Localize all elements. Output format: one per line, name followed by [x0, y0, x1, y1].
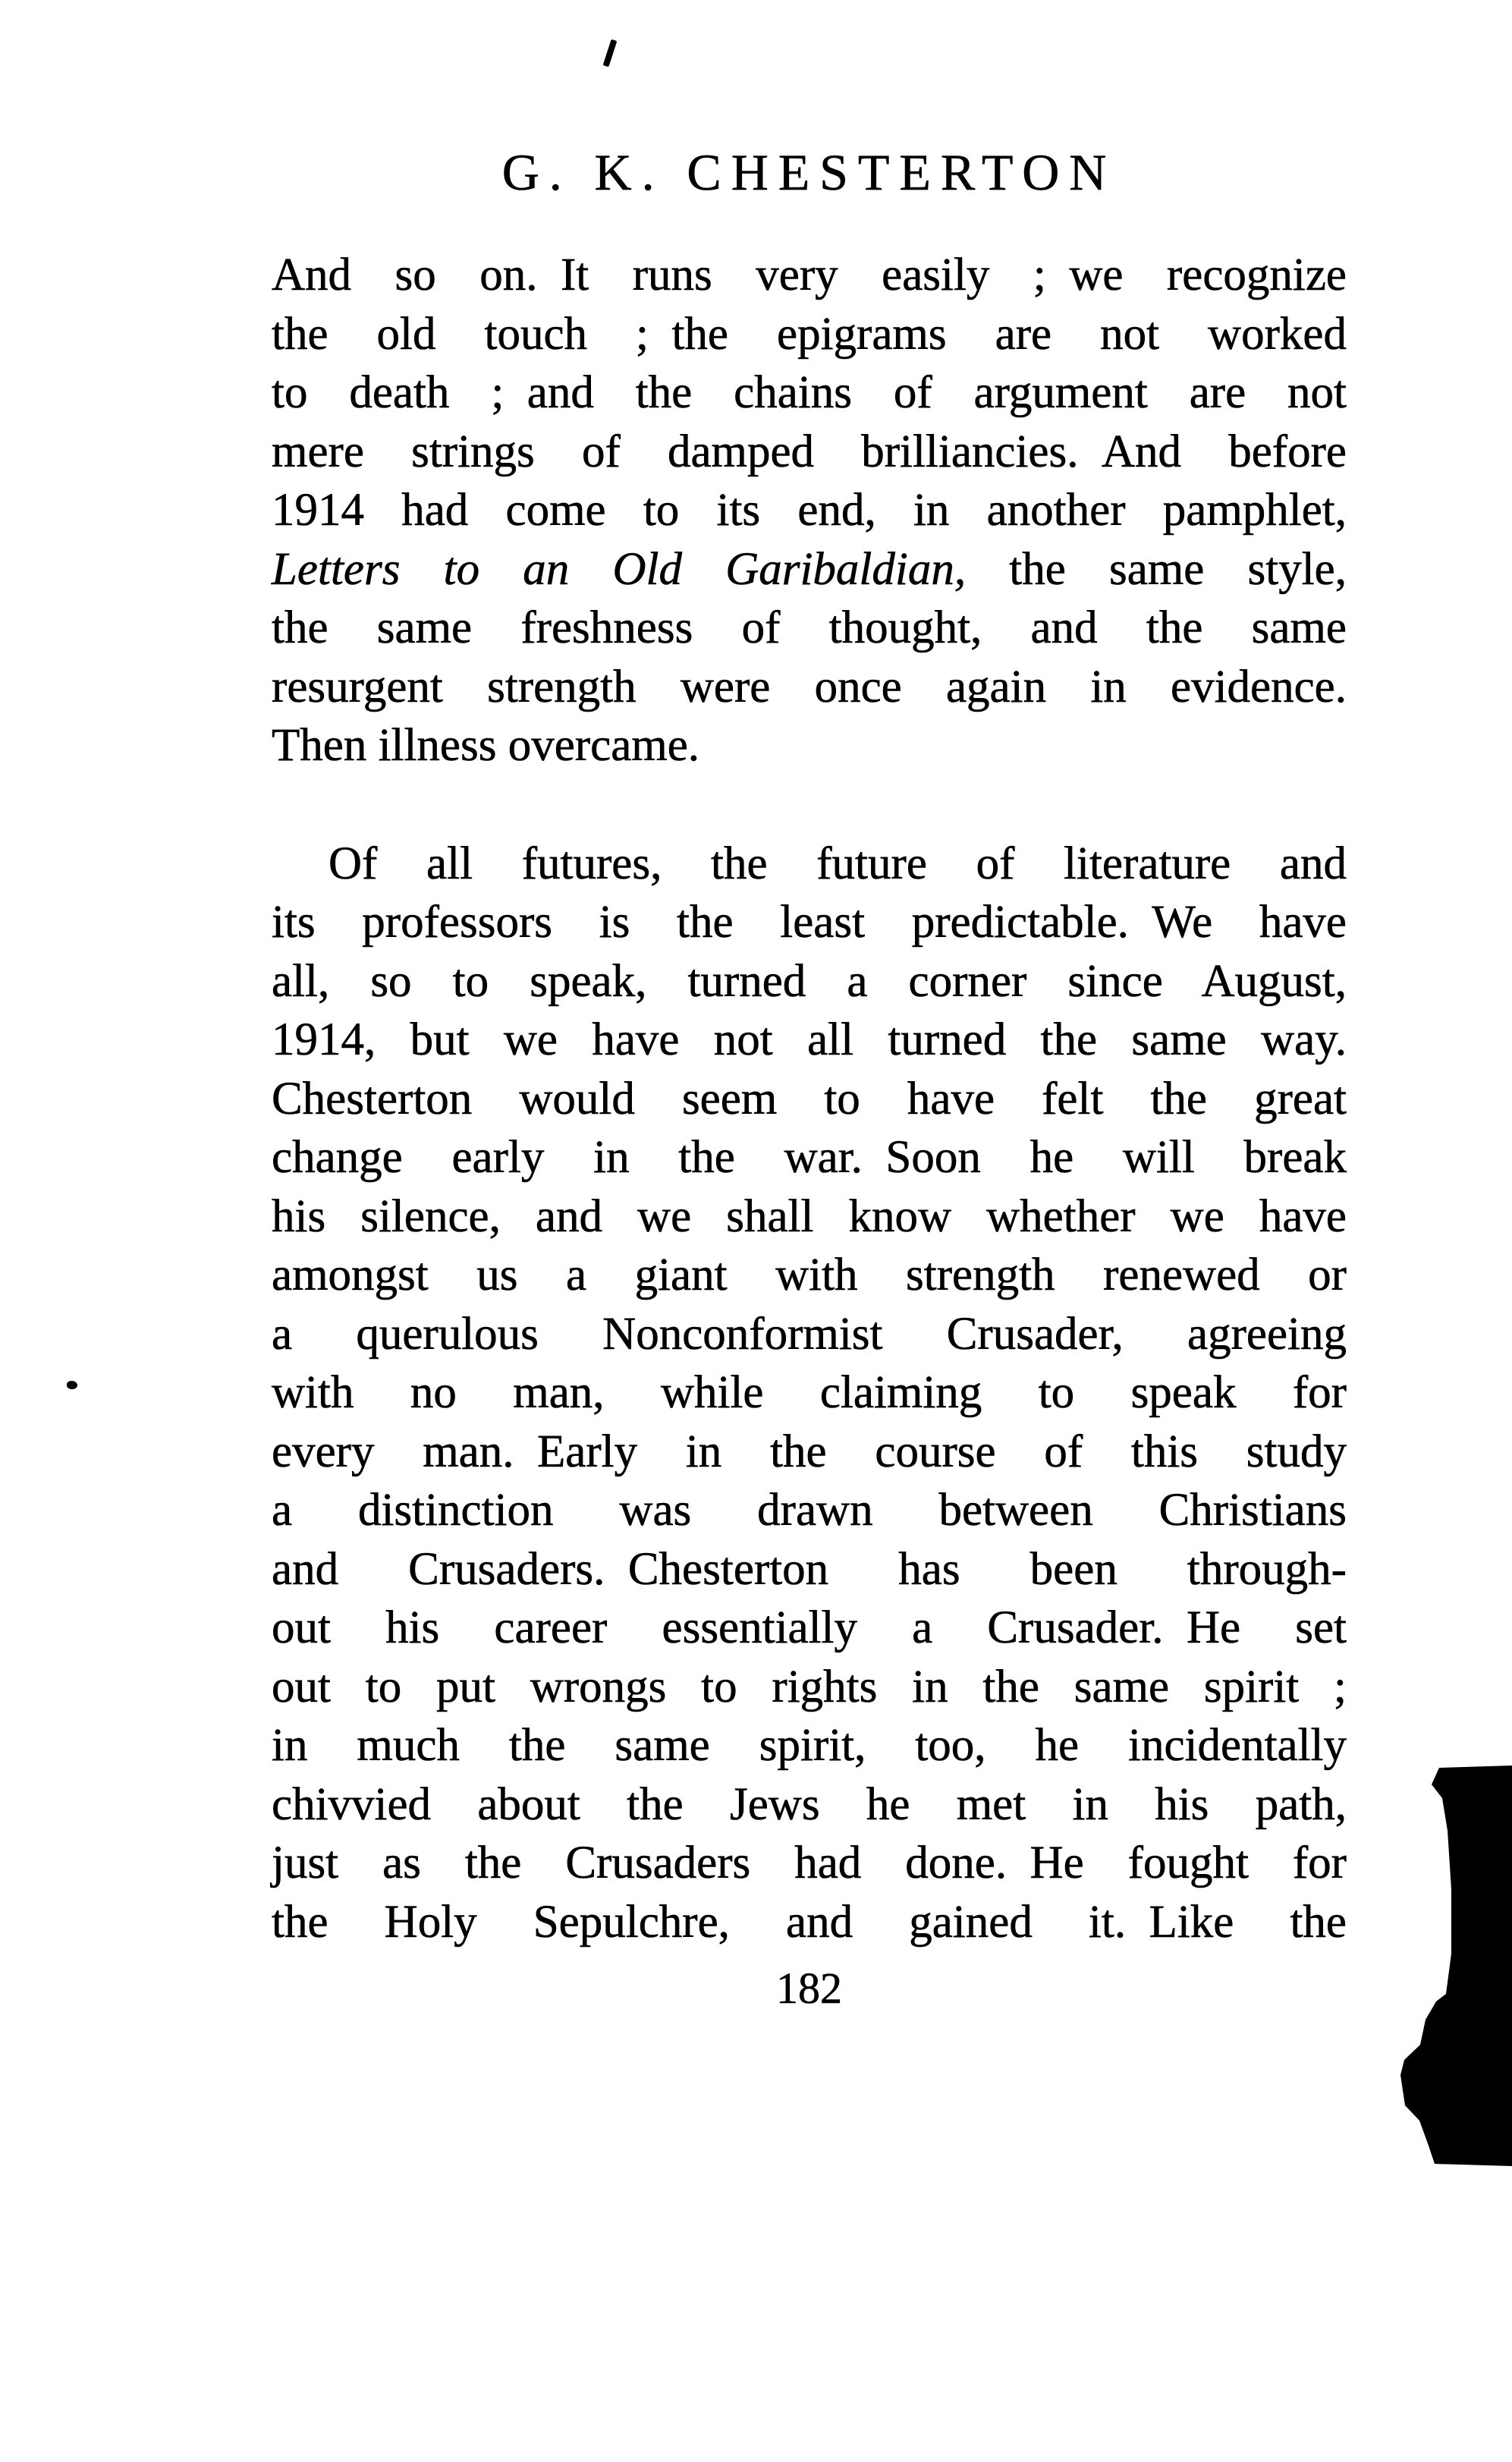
text-segment: his silence, and we shall know whether we have: [272, 1190, 1347, 1242]
text-segment: mere strings of damped brilliancies. And before: [272, 426, 1347, 477]
text-line: [272, 952, 1347, 1011]
paragraph: [272, 246, 1347, 775]
text-line: [272, 1658, 1347, 1717]
text-line: [272, 1187, 1347, 1247]
text-line: [272, 1540, 1347, 1599]
text-line: [272, 1775, 1347, 1835]
text-line: [272, 1128, 1347, 1187]
text-segment: every man. Early in the course of this study: [272, 1426, 1347, 1477]
text-segment: resurgent strength were once again in evidence.: [272, 661, 1347, 712]
text-segment: 1914, but we have not all turned the same way.: [272, 1014, 1347, 1065]
text-line: [272, 1363, 1347, 1423]
text-line: [272, 1011, 1347, 1070]
text-line: [272, 835, 1347, 894]
page-title: G. K. CHESTERTON: [501, 143, 1117, 201]
text-line: [272, 893, 1347, 952]
text-line: [272, 423, 1347, 482]
text-segment: and Crusaders. Chesterton has been through-: [272, 1543, 1347, 1595]
text-segment: a distinction was drawn between Christians: [272, 1485, 1347, 1536]
text-segment: the same freshness of thought, and the same: [272, 602, 1347, 653]
text-segment: Of all futures, the future of literature and: [328, 838, 1347, 889]
ink-speck-artifact: [67, 1381, 77, 1389]
text-segment: Then illness overcame.: [272, 720, 700, 771]
text-line: [272, 1834, 1347, 1893]
paragraph-host: [272, 246, 1347, 1951]
text-line: [272, 1481, 1347, 1540]
text-line: [272, 246, 1347, 305]
text-segment: all, so to speak, turned a corner since August,: [272, 955, 1347, 1007]
text-segment: its professors is the least predictable. We have: [272, 897, 1347, 948]
text-segment: out to put wrongs to rights in the same spirit ;: [272, 1661, 1347, 1712]
text-block: [272, 246, 1347, 2017]
text-segment: change early in the war. Soon he will break: [272, 1132, 1347, 1183]
text-line: [272, 716, 1347, 775]
text-segment: just as the Crusaders had done. He fought for: [272, 1838, 1347, 1888]
text-line: [272, 540, 1347, 599]
text-segment: to death ; and the chains of argument are not: [272, 367, 1347, 418]
ink-blot-artifact: [1398, 1760, 1512, 2170]
text-segment: chivvied about the Jews he met in his path,: [272, 1778, 1347, 1830]
text-segment: in much the same spirit, too, he incidentally: [272, 1720, 1347, 1771]
italic-book-title: Letters to an Old Garibaldian,: [272, 543, 967, 595]
text-line: [272, 658, 1347, 717]
text-segment: 1914 had come to its end, in another pamphlet,: [272, 485, 1347, 536]
text-line: [272, 1893, 1347, 1952]
text-line: [272, 599, 1347, 658]
text-segment: the Holy Sepulchre, and gained it. Like the: [272, 1896, 1347, 1948]
text-segment: with no man, while claiming to speak for: [272, 1367, 1347, 1418]
text-segment: amongst us a giant with strength renewed or: [272, 1250, 1347, 1300]
text-line: [272, 363, 1347, 423]
text-segment: the same style,: [966, 543, 1347, 595]
text-segment: a querulous Nonconformist Crusader, agreeing: [272, 1308, 1347, 1360]
text-segment: the old touch ; the epigrams are not worked: [272, 308, 1347, 360]
text-line: [272, 1716, 1347, 1775]
text-line: [272, 1599, 1347, 1658]
pen-mark-artifact: [603, 39, 618, 68]
ink-blot-shape: [1398, 1760, 1512, 2170]
text-line: [272, 1246, 1347, 1305]
paragraph: [272, 835, 1347, 1952]
text-segment: Chesterton would seem to have felt the great: [272, 1073, 1347, 1124]
text-line: [272, 481, 1347, 540]
text-line: [272, 1070, 1347, 1129]
text-line: [272, 305, 1347, 364]
text-segment: out his career essentially a Crusader. He set: [272, 1602, 1347, 1653]
text-line: [272, 1305, 1347, 1364]
text-line: [272, 1423, 1347, 1482]
text-segment: And so on. It runs very easily ; we recognize: [272, 250, 1347, 300]
page-number: 182: [776, 1964, 842, 2013]
